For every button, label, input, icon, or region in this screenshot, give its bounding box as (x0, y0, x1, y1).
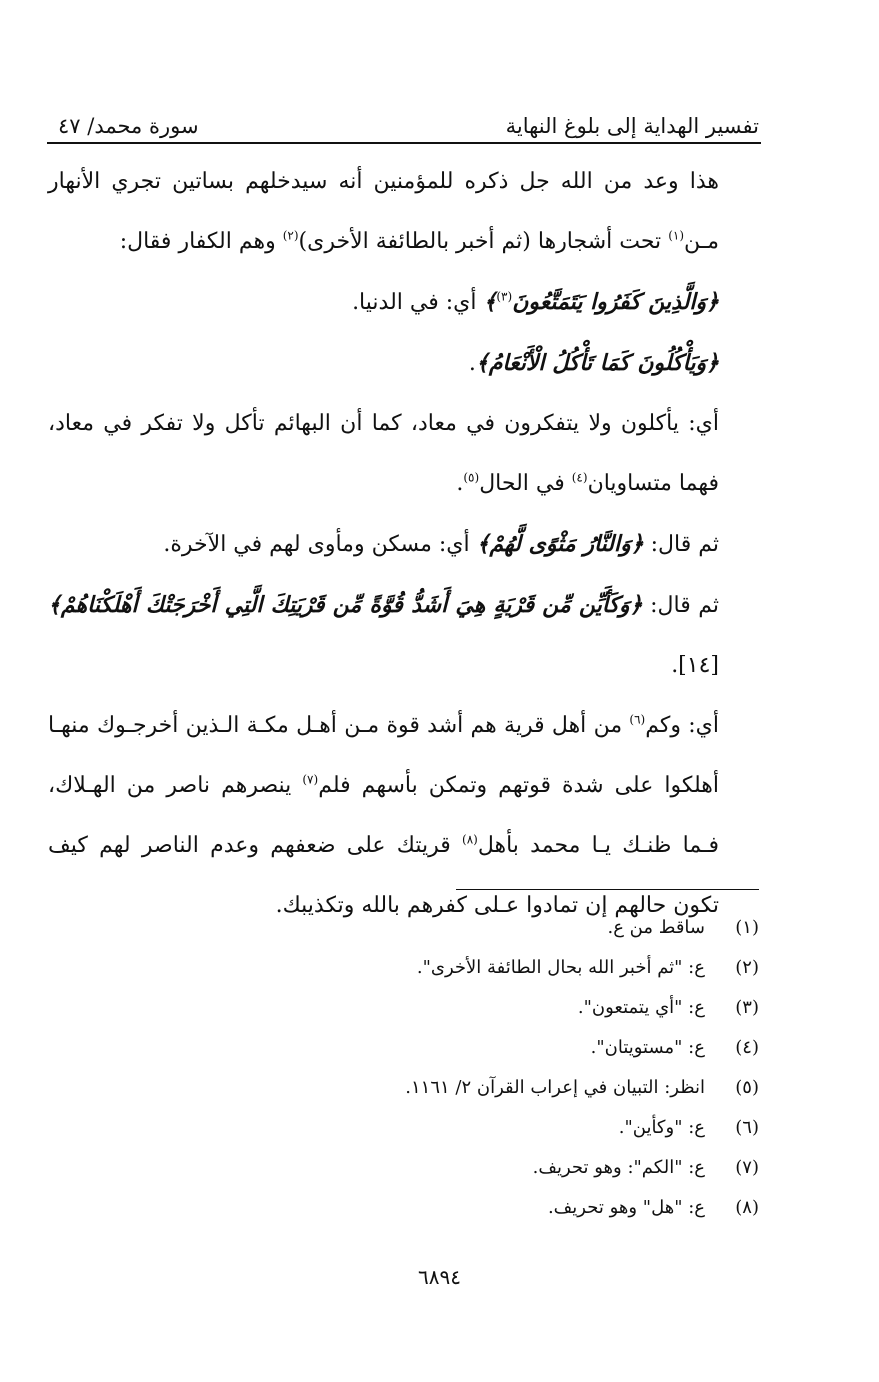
footnote (200, 948, 759, 988)
p2-text: أي: يأكلون ولا يتفكرون في معاد، كما أن البهائم تأكل ولا تفكر في معاد، فهما متساويان (48, 411, 719, 496)
footnote-number: (٦) (735, 1117, 759, 1138)
running-header (58, 98, 759, 138)
verse2-tail: . (468, 351, 476, 376)
footnote-number: (٨) (735, 1197, 759, 1218)
footnote (200, 1148, 759, 1188)
p3-tail: أي: مسكن ومأوى لهم في الآخرة. (163, 532, 477, 557)
footnote (200, 908, 759, 948)
footnote (200, 1068, 759, 1108)
surah-page: سورة محمد/ ٤٧ (58, 114, 199, 138)
paragraph-5 (48, 696, 759, 936)
p4-lead: ثم قال: (642, 593, 719, 618)
p2-end: . (456, 471, 464, 496)
footnote-text: ع: "ثم أخبر الله بحال الطائفة الأخرى". (416, 957, 705, 978)
paragraph-3 (48, 514, 759, 575)
verse-bracket: ﴾ (483, 289, 497, 315)
footnote-number: (٥) (735, 1077, 759, 1098)
p3-lead: ثم قال: (643, 532, 719, 557)
footnote-text: ع: "الكم": وهو تحريف. (532, 1157, 705, 1178)
footnote-text: ع: "أي يتمتعون". (577, 997, 705, 1018)
verse-line-1 (48, 272, 759, 333)
header-rule (47, 142, 761, 144)
footnote-ref: (٢) (282, 228, 299, 243)
footnote (200, 1028, 759, 1068)
footnote-ref: (٦) (629, 712, 646, 727)
footnote-ref: (٨) (462, 832, 478, 847)
footnote (200, 1108, 759, 1148)
p1-text: هذا وعد من الله جل ذكره للمؤمنين أنه سيدخلهم بساتين تجري الأنهار مـن (48, 169, 719, 254)
p2-mid: في الحال (479, 471, 572, 496)
footnote-number: (٣) (735, 997, 759, 1018)
footnote (200, 1188, 759, 1228)
footnotes (200, 908, 759, 1228)
footnote-number: (٧) (735, 1157, 759, 1178)
paragraph-4 (48, 575, 759, 696)
paragraph-1 (48, 152, 759, 272)
footnote-number: (٢) (735, 957, 759, 978)
main-text (48, 152, 759, 936)
quran-verse: ﴿وَالنَّارُ مَثْوًى لَّهُمْ﴾ (476, 531, 644, 557)
verse-number: [١٤]. (671, 653, 719, 678)
page-number: ٦٨٩٤ (418, 1265, 461, 1289)
footnote-ref: (٤) (571, 470, 588, 485)
footnote-rule (456, 889, 759, 890)
quran-verse: ﴿وَكَأَيِّن مِّن قَرْيَةٍ هِيَ أَشَدُّ قُوَّةً مِّن قَرْيَتِكَ الَّتِي أَخْرَجَتْكَ أَهْلَكْنَاهُمْ﴾ (48, 592, 643, 618)
p5-a: أي: وكم (645, 713, 719, 738)
p5-c: ينصرهم ناصر من الهـلاك، فـما ظنـك يـا محمد بأهل (48, 773, 719, 858)
quran-verse: ﴿وَالَّذِينَ كَفَرُوا يَتَمَتَّعُونَ (512, 289, 719, 315)
p1c-text: وهم الكفار فقال: (119, 229, 283, 254)
footnote-text: ع: "هل" وهو تحريف. (547, 1197, 705, 1218)
footnote-text: ع: "وكأين". (618, 1117, 705, 1138)
book-title: تفسير الهداية إلى بلوغ النهاية (505, 114, 759, 138)
footnote-text: ساقط من ع. (607, 917, 705, 938)
footnote-number: (١) (735, 917, 759, 938)
quran-verse: ﴿وَيَأْكُلُونَ كَمَا تَأْكُلُ الْأَنْعَامُ﴾ (475, 350, 719, 376)
footnote-ref: (١) (668, 228, 685, 243)
verse-line-2 (48, 333, 759, 394)
paragraph-2 (48, 394, 759, 514)
footnote-ref: (٣) (496, 289, 513, 304)
p5-b: من أهل قرية هم أشد قوة مـن أهـل مكـة الـذين أخرجـوك منهـا أهلكوا على شدة قوتهم وتمكن بأسهم فلم (48, 713, 719, 798)
footnote-text: انظر: التبيان في إعراب القرآن ٢/ ١١٦١. (405, 1077, 705, 1098)
verse1-tail: أي: في الدنيا. (352, 290, 484, 315)
footnote-text: ع: "مستويتان". (590, 1037, 705, 1058)
footnote-number: (٤) (735, 1037, 759, 1058)
footnote-ref: (٥) (463, 470, 480, 485)
p1b-text: تحت أشجارها (ثم أخبر بالطائفة الأخرى) (298, 229, 662, 254)
footnote (200, 988, 759, 1028)
footnote-ref: (٧) (302, 772, 319, 787)
p5-d: قريتك على ضعفهم وعدم الناصر لهم كيف تكون حالهم إن تمادوا عـلى كفرهم بالله وتكذيبك. (48, 833, 719, 918)
